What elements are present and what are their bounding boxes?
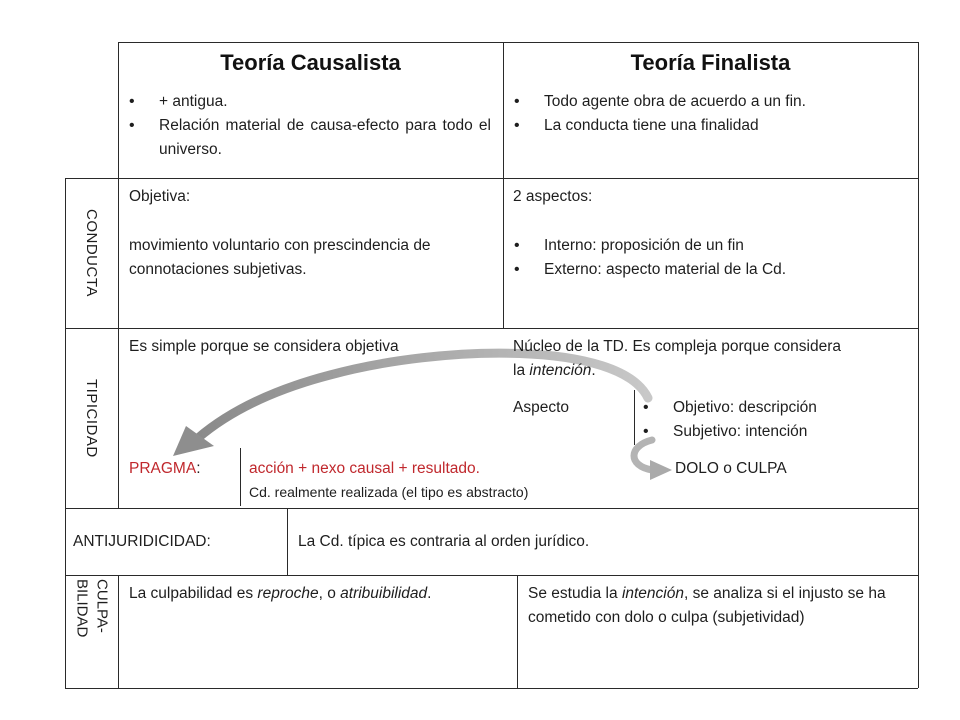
antijuridicidad-label: ANTIJURIDICIDAD: xyxy=(73,533,211,550)
conducta-finalista-bullets xyxy=(514,234,909,282)
pragma-formula: acción + nexo causal + resultado. xyxy=(249,460,480,477)
conducta-causalista-heading: Objetiva: xyxy=(129,188,191,205)
antijuridicidad-text: La Cd. típica es contraria al orden jurídico. xyxy=(298,533,590,550)
causalista-bullets xyxy=(129,90,491,162)
list-item: • Subjetivo: intención xyxy=(643,420,908,444)
pragma-note: Cd. realmente realizada (el tipo es abstracto) xyxy=(249,484,529,500)
aspecto-bullets xyxy=(643,396,908,444)
tipicidad-finalista-text: Núcleo de la TD. Es compleja porque considera la intención. xyxy=(513,338,841,379)
curved-arrow-to-dolo xyxy=(634,440,672,480)
tipicidad-label: TIPICIDAD xyxy=(83,378,100,458)
list-item: • + antigua. xyxy=(129,90,491,114)
finalista-title: Teoría Finalista xyxy=(630,50,791,75)
list-item: • La conducta tiene una finalidad xyxy=(514,114,909,138)
finalista-bullets xyxy=(514,90,909,138)
list-item: • Externo: aspecto material de la Cd. xyxy=(514,258,909,282)
pragma-label: PRAGMA: xyxy=(129,460,201,477)
list-item: • Interno: proposición de un fin xyxy=(514,234,909,258)
causalista-title: Teoría Causalista xyxy=(220,50,401,75)
list-item: • Objetivo: descripción xyxy=(643,396,908,420)
conducta-label: CONDUCTA xyxy=(83,209,100,297)
conducta-finalista-heading: 2 aspectos: xyxy=(513,188,593,205)
culpabilidad-finalista-text: Se estudia la intención, se analiza si el injusto se ha cometido con dolo o culpa (subjetividad) xyxy=(528,585,886,626)
dolo-culpa-text: DOLO o CULPA xyxy=(675,460,787,477)
list-item: • Todo agente obra de acuerdo a un fin. xyxy=(514,90,909,114)
culpabilidad-label: CULPA- BILIDAD xyxy=(73,579,111,638)
aspecto-label: Aspecto xyxy=(513,399,570,416)
list-item: • Relación material de causa-efecto para todo el universo. xyxy=(129,114,491,162)
culpabilidad-causalista-text: La culpabilidad es reproche, o atribuibilidad. xyxy=(129,585,432,602)
tipicidad-causalista-text: Es simple porque se considera objetiva xyxy=(129,338,399,355)
conducta-causalista-text: movimiento voluntario con prescindencia de connotaciones subjetivas. xyxy=(129,237,431,278)
